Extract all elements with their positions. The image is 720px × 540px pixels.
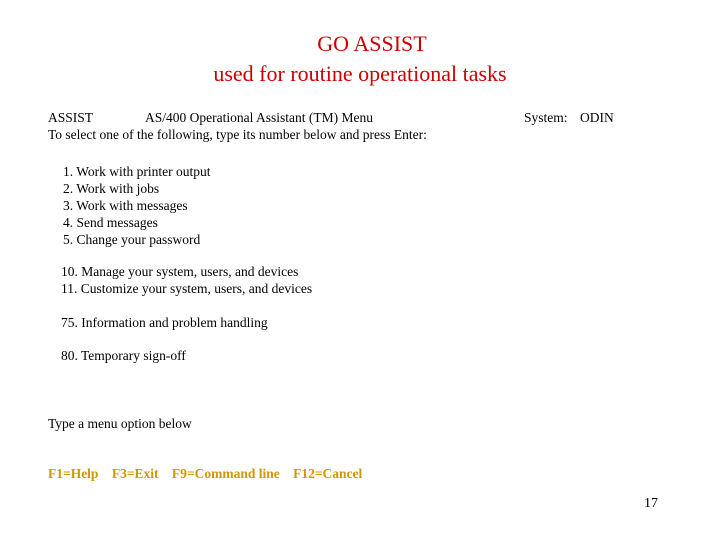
menu-option-1[interactable]: 1. Work with printer output: [63, 164, 211, 179]
function-key-bar: [48, 465, 372, 482]
f1-help-key[interactable]: F1=Help: [48, 466, 99, 481]
menu-instruction: To select one of the following, type its number below and press Enter:: [48, 127, 427, 142]
menu-option-10[interactable]: 10. Manage your system, users, and devices: [61, 264, 299, 279]
system-label: System:: [524, 110, 568, 125]
page-number: 17: [644, 496, 658, 511]
screen-title: AS/400 Operational Assistant (TM) Menu: [145, 110, 373, 125]
f12-cancel-key[interactable]: F12=Cancel: [293, 466, 363, 481]
command-prompt: Type a menu option below: [48, 416, 192, 431]
f9-command-line-key[interactable]: F9=Command line: [171, 466, 280, 481]
menu-group-info: [61, 314, 268, 331]
screen-id: ASSIST: [48, 110, 94, 125]
system-name: ODIN: [580, 110, 614, 125]
menu-option-3[interactable]: 3. Work with messages: [63, 198, 188, 213]
slide-title: GO ASSIST: [317, 31, 427, 56]
menu-option-5[interactable]: 5. Change your password: [63, 232, 201, 247]
menu-option-75[interactable]: 75. Information and problem handling: [61, 315, 268, 330]
menu-group-system: [61, 263, 312, 297]
menu-group-signoff: [61, 347, 186, 364]
menu-option-80[interactable]: 80. Temporary sign-off: [61, 348, 186, 363]
menu-option-11[interactable]: 11. Customize your system, users, and devices: [61, 281, 313, 296]
slide-subtitle: used for routine operational tasks: [213, 61, 507, 86]
menu-option-4[interactable]: 4. Send messages: [63, 215, 158, 230]
menu-option-2[interactable]: 2. Work with jobs: [63, 181, 160, 196]
f3-exit-key[interactable]: F3=Exit: [111, 466, 159, 481]
menu-group-basic: [63, 163, 211, 248]
